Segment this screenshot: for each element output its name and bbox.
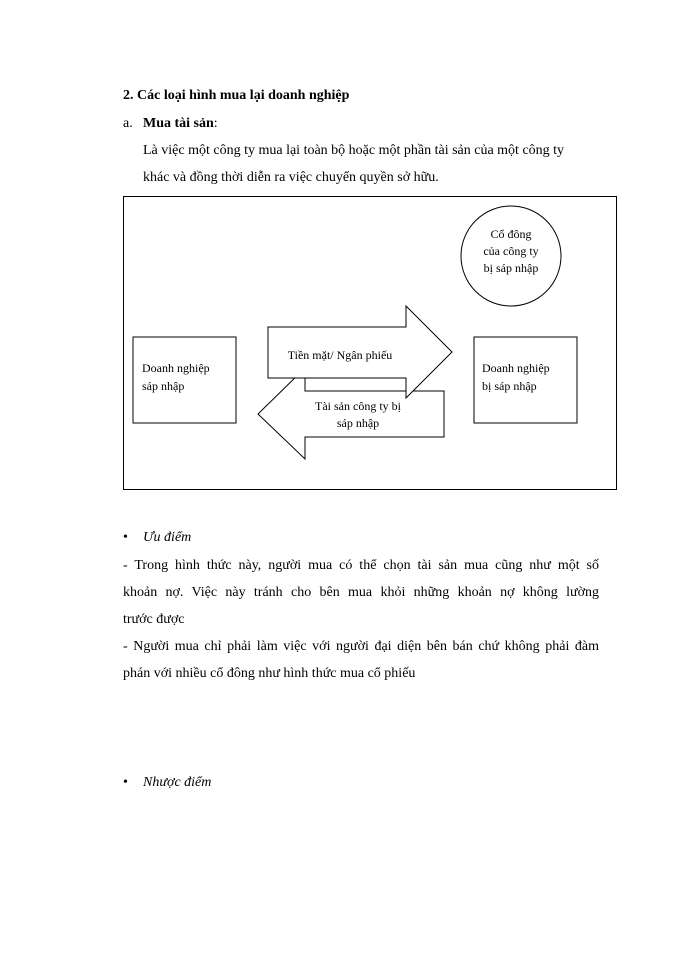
subsection-title: Mua tài sản bbox=[143, 116, 214, 131]
asset-arrow-line-1: Tài sản công ty bị bbox=[315, 399, 401, 413]
payment-arrow-label: Tiền mặt/ Ngân phiếu bbox=[287, 348, 393, 362]
advantages-line-2: khoản nợ. Việc này tránh cho bên mua khỏi những khoản nợ không lường bbox=[123, 585, 599, 600]
disadvantages-label: Nhược điểm bbox=[143, 775, 212, 790]
advantages-line-1: - Trong hình thức này, người mua có thể chọn tài sản mua cũng như một số bbox=[123, 558, 599, 573]
acquirer-label-line-2: sáp nhập bbox=[142, 379, 185, 393]
target-label-line-1: Doanh nghiệp bbox=[482, 361, 550, 375]
target-label-line-2: bị sáp nhập bbox=[482, 379, 537, 393]
subsection-letter: a. bbox=[123, 116, 133, 131]
acquirer-label-line-1: Doanh nghiệp bbox=[142, 361, 210, 375]
advantages-line-3: trước được bbox=[123, 612, 185, 627]
advantages-line-5: phán với nhiều cổ đông như hình thức mua cổ phiếu bbox=[123, 666, 416, 681]
subsection-colon: : bbox=[213, 116, 218, 131]
advantages-bullet: • bbox=[123, 530, 128, 545]
shareholders-line-2: của công ty bbox=[483, 244, 539, 258]
intro-line-1: Là việc một công ty mua lại toàn bộ hoặc một phần tài sản của một công ty bbox=[143, 143, 565, 158]
asset-arrow-line-2: sáp nhập bbox=[336, 416, 380, 430]
shareholders-line-3: bị sáp nhập bbox=[483, 261, 539, 275]
advantages-line-4: - Người mua chỉ phải làm việc với người đại diện bên bán chứ không phải đàm bbox=[123, 639, 599, 654]
intro-line-2: khác và đồng thời diễn ra việc chuyển quyền sở hữu. bbox=[143, 170, 439, 185]
advantages-label: Ưu điểm bbox=[143, 530, 192, 545]
section-heading: 2. Các loại hình mua lại doanh nghiệp bbox=[123, 88, 350, 103]
shareholders-line-1: Cổ đông bbox=[490, 227, 532, 241]
disadvantages-bullet: • bbox=[123, 775, 128, 790]
